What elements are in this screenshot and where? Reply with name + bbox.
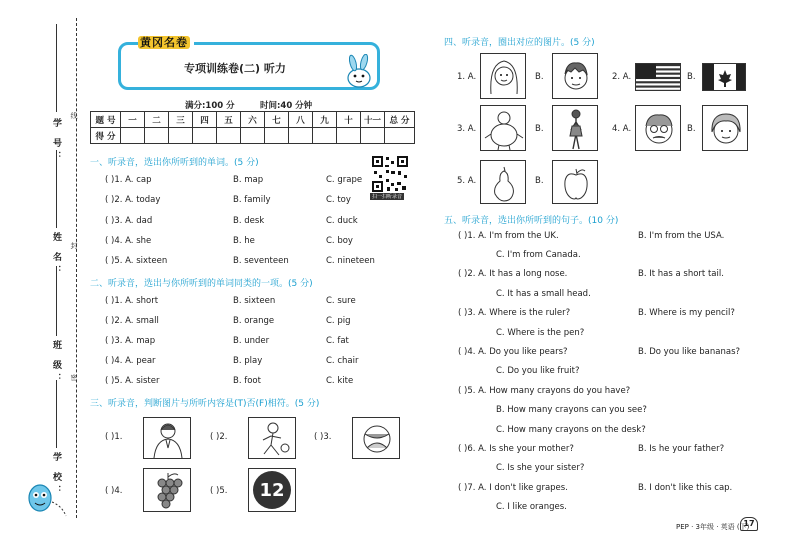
man-picture [143, 417, 191, 459]
page-title: 专项训练卷(二) 听力 [184, 62, 286, 75]
s4-q3-label-a: 3. A. [457, 124, 477, 134]
s5-q3-option-a[interactable]: ( )3. A. Where is the ruler? [458, 308, 571, 318]
s2-q2-option-c[interactable]: C. pig [326, 316, 351, 326]
s2-q2-option-b[interactable]: B. orange [233, 316, 275, 326]
pear-picture[interactable] [480, 160, 526, 204]
s1-q4-option-b[interactable]: B. he [233, 236, 255, 246]
s4-q3-label-b: B. [535, 124, 544, 134]
s2-q1-option-c[interactable]: C. sure [326, 296, 356, 306]
score-header-cell: 十 [337, 112, 361, 128]
s5-q5-option-c[interactable]: C. How many crayons on the desk? [496, 425, 646, 435]
section4-heading: 四、听录音，圈出对应的图片。(5 分) [444, 38, 595, 48]
s4-q1-label-b: B. [535, 72, 544, 82]
s2-q3-option-a[interactable]: ( )3. A. map [105, 336, 156, 346]
score-header-cell: 五 [217, 112, 241, 128]
s1-q3-option-a[interactable]: ( )3. A. dad [105, 216, 153, 226]
s5-q7-option-b[interactable]: B. I don't like this cap. [638, 483, 733, 493]
section3-heading: 三、听录音，判断图片与所听内容是(T)否(F)相符。(5 分) [90, 399, 320, 409]
s2-q4-option-b[interactable]: B. play [233, 356, 263, 366]
class-label: 班 级： [51, 340, 61, 387]
thin-girl-picture[interactable] [552, 105, 598, 151]
s5-q4-option-b[interactable]: B. Do you like bananas? [638, 347, 741, 357]
score-cell[interactable] [217, 128, 241, 144]
s4-q2-label-a: 2. A. [612, 72, 632, 82]
old-woman-picture[interactable] [702, 105, 748, 151]
s1-q1-option-b[interactable]: B. map [233, 175, 264, 185]
class-line [56, 266, 57, 336]
number-twelve-picture [248, 468, 296, 512]
grapes-picture [143, 468, 191, 512]
s4-q4-label-b: B. [687, 124, 696, 134]
score-header-cell: 题 号 [91, 112, 121, 128]
s1-q2-option-a[interactable]: ( )2. A. today [105, 195, 161, 205]
page-number: 17 [740, 517, 758, 531]
score-cell[interactable] [361, 128, 385, 144]
running-boy-picture [248, 417, 296, 459]
s2-q1-option-b[interactable]: B. sixteen [233, 296, 276, 306]
s1-q2-option-b[interactable]: B. family [233, 195, 271, 205]
s3-q2-label[interactable]: ( )2. [210, 432, 228, 442]
qr-code-icon [371, 155, 409, 193]
rabbit-mascot-icon [340, 54, 378, 90]
s2-q5-option-b[interactable]: B. foot [233, 376, 261, 386]
s4-q1-label-a: 1. A. [457, 72, 477, 82]
s5-q3-option-c[interactable]: C. Where is the pen? [496, 328, 585, 338]
s2-q3-option-b[interactable]: B. under [233, 336, 270, 346]
s2-q4-option-c[interactable]: C. chair [326, 356, 359, 366]
score-cell[interactable] [241, 128, 265, 144]
s1-q4-option-a[interactable]: ( )4. A. she [105, 236, 152, 246]
s1-q1-option-c[interactable]: C. grape [326, 175, 363, 185]
score-row-label: 得 分 [91, 128, 121, 144]
score-header-cell: 七 [265, 112, 289, 128]
s5-q5-option-b[interactable]: B. How many crayons can you see? [496, 405, 647, 415]
score-cell[interactable] [337, 128, 361, 144]
qr-caption: 扫一扫听录音 [372, 194, 403, 200]
score-table-header-row [91, 112, 415, 128]
girl-face-picture[interactable] [480, 53, 526, 99]
s1-q5-option-a[interactable]: ( )5. A. sixteen [105, 256, 168, 266]
score-cell[interactable] [121, 128, 145, 144]
footer-text: PEP · 3年级 · 英语 (下) [676, 523, 750, 531]
binding-dashed-line [76, 18, 77, 518]
s2-q3-option-c[interactable]: C. fat [326, 336, 349, 346]
s3-q3-label[interactable]: ( )3. [314, 432, 332, 442]
old-man-glasses-picture[interactable] [635, 105, 681, 151]
ball-picture [352, 417, 400, 459]
score-header-cell: 四 [193, 112, 217, 128]
s1-q3-option-b[interactable]: B. desk [233, 216, 265, 226]
score-cell[interactable] [145, 128, 169, 144]
canada-flag-picture[interactable] [702, 63, 746, 91]
s4-q5-label-a: 5. A. [457, 176, 477, 186]
score-header-cell: 三 [169, 112, 193, 128]
exam-time: 时间:40 分钟 [260, 101, 313, 111]
score-cell[interactable] [289, 128, 313, 144]
s3-q4-label[interactable]: ( )4. [105, 486, 123, 496]
score-header-cell: 六 [241, 112, 265, 128]
s5-q6-option-c[interactable]: C. Is she your sister? [496, 463, 585, 473]
s2-q2-option-a[interactable]: ( )2. A. small [105, 316, 159, 326]
section2-heading: 二、听录音，选出与你所听到的单词同类的一项。(5 分) [90, 279, 313, 289]
s5-q1-option-b[interactable]: B. I'm from the USA. [638, 231, 725, 241]
score-header-cell: 八 [289, 112, 313, 128]
s5-q2-option-b[interactable]: B. It has a short tail. [638, 269, 724, 279]
s4-q4-label-a: 4. A. [612, 124, 632, 134]
seal-char-line: 线 [70, 112, 78, 119]
school-label: 学 校： [51, 452, 61, 499]
s5-q5-option-a[interactable]: ( )5. A. How many crayons do you have? [458, 386, 631, 396]
score-header-cell: 九 [313, 112, 337, 128]
score-cell[interactable] [169, 128, 193, 144]
s5-q1-option-a[interactable]: ( )1. A. I'm from the UK. [458, 231, 559, 241]
s5-q1-option-c[interactable]: C. I'm from Canada. [496, 250, 581, 260]
s5-q7-option-c[interactable]: C. I like oranges. [496, 502, 567, 512]
s1-q2-option-c[interactable]: C. toy [326, 195, 351, 205]
section5-heading: 五、听录音，选出你所听到的句子。(10 分) [444, 216, 619, 226]
s3-q5-label[interactable]: ( )5. [210, 486, 228, 496]
s5-q6-option-b[interactable]: B. Is he your father? [638, 444, 725, 454]
s5-q4-option-a[interactable]: ( )4. A. Do you like pears? [458, 347, 568, 357]
number-twelve-text: 12 [253, 471, 291, 509]
s1-q3-option-c[interactable]: C. duck [326, 216, 358, 226]
brand-logo: 黄冈名卷 [138, 34, 194, 52]
s2-q5-option-c[interactable]: C. kite [326, 376, 354, 386]
seal-char-secret: 密 [70, 374, 78, 381]
full-score: 满分:100 分 [185, 101, 235, 111]
student-id-label: 学 号： [51, 118, 61, 165]
score-cell[interactable] [193, 128, 217, 144]
score-header-cell: 一 [121, 112, 145, 128]
usa-flag-picture[interactable] [635, 63, 681, 91]
score-header-cell: 总 分 [385, 112, 415, 128]
score-cell[interactable] [265, 128, 289, 144]
s5-q3-option-b[interactable]: B. Where is my pencil? [638, 308, 735, 318]
score-header-cell: 十一 [361, 112, 385, 128]
school-line [56, 380, 57, 448]
s1-q4-option-c[interactable]: C. boy [326, 236, 353, 246]
s1-q5-option-c[interactable]: C. nineteen [326, 256, 375, 266]
mascot-icon [22, 476, 72, 520]
s1-q1-option-a[interactable]: ( )1. A. cap [105, 175, 152, 185]
score-table-score-row [91, 128, 415, 144]
s5-q2-option-c[interactable]: C. It has a small head. [496, 289, 591, 299]
s2-q5-option-a[interactable]: ( )5. A. sister [105, 376, 160, 386]
s5-q7-option-a[interactable]: ( )7. A. I don't like grapes. [458, 483, 568, 493]
score-header-cell: 二 [145, 112, 169, 128]
name-line [56, 150, 57, 228]
seal-char-seal: 封 [70, 242, 78, 249]
score-table [90, 111, 415, 144]
s2-q1-option-a[interactable]: ( )1. A. short [105, 296, 159, 306]
s4-q2-label-b: B. [687, 72, 696, 82]
s4-q5-label-b: B. [535, 176, 544, 186]
s5-q6-option-a[interactable]: ( )6. A. Is she your mother? [458, 444, 574, 454]
score-cell[interactable] [385, 128, 415, 144]
s2-q4-option-a[interactable]: ( )4. A. pear [105, 356, 156, 366]
apple-picture[interactable] [552, 160, 598, 204]
student-id-line [56, 24, 57, 112]
boy-face-picture[interactable] [552, 53, 598, 99]
name-label: 姓 名： [51, 232, 61, 279]
s5-q2-option-a[interactable]: ( )2. A. It has a long nose. [458, 269, 568, 279]
section1-heading: 一、听录音，选出你所听到的单词。(5 分) [90, 158, 259, 168]
score-cell[interactable] [313, 128, 337, 144]
s1-q5-option-b[interactable]: B. seventeen [233, 256, 289, 266]
fat-boy-picture[interactable] [480, 105, 526, 151]
s5-q4-option-c[interactable]: C. Do you like fruit? [496, 366, 580, 376]
s3-q1-label[interactable]: ( )1. [105, 432, 123, 442]
